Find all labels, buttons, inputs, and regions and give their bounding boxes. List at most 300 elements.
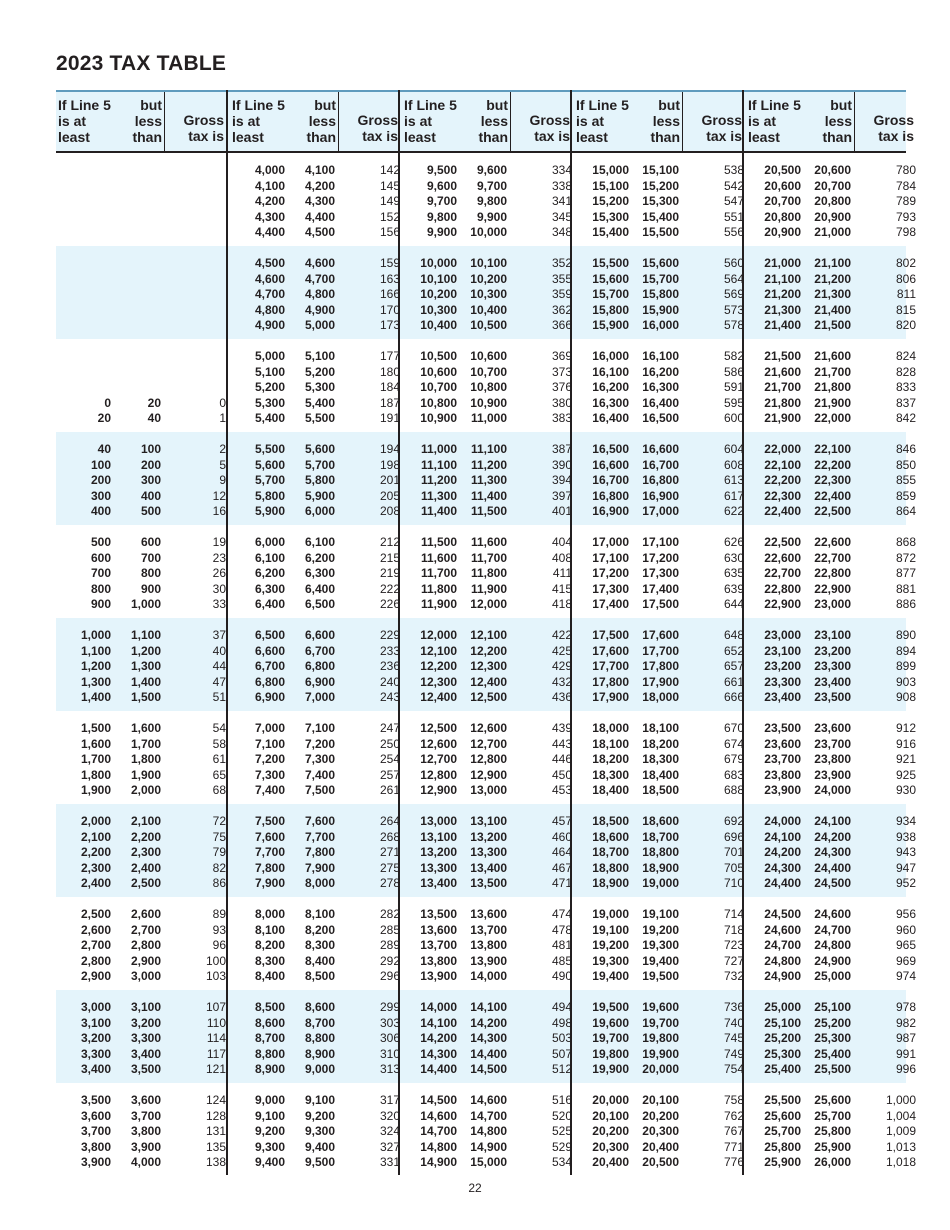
row-group [746,442,918,520]
less-than-value: 6,200 [304,550,335,565]
at-least-value: 7,900 [254,876,285,891]
at-least-value: 20,700 [764,194,801,209]
table-row [402,1031,574,1047]
gross-tax-value: 617 [723,488,744,503]
less-than-value: 6,800 [304,659,335,674]
at-least-value: 18,900 [592,876,629,891]
table-row [230,287,402,303]
table-row [56,938,228,954]
gross-tax-value: 257 [379,767,400,782]
less-than-value: 3,100 [130,1000,161,1014]
table-row [746,318,918,334]
gross-tax-value: 996 [895,1062,916,1077]
table-row [230,1031,402,1047]
less-than-value: 10,900 [470,395,507,410]
table-row [746,737,918,753]
less-than-value: 2,100 [130,814,161,828]
at-least-value: 3,000 [80,1000,111,1014]
table-row [56,597,228,613]
less-than-value: 5,200 [304,364,335,379]
less-than-value: 14,500 [470,1062,507,1077]
header-gross-tax-line: tax is [706,128,742,144]
header-less-than-line: than [132,129,162,145]
less-than-value: 5,700 [304,457,335,472]
table-row [574,582,746,598]
less-than-value: 800 [140,566,161,581]
gross-tax-value: 987 [895,1031,916,1046]
less-than-value: 23,300 [814,659,851,674]
at-least-value: 10,500 [420,349,457,363]
at-least-value: 17,400 [592,597,629,612]
gross-tax-value: 96 [212,938,226,953]
at-least-value: 24,500 [764,907,801,921]
less-than-value: 2,200 [130,829,161,844]
table-row [574,768,746,784]
less-than-value: 22,500 [814,504,851,519]
table-row [56,458,228,474]
header-at-least-line: is at [58,113,87,129]
less-than-value: 25,400 [814,1046,851,1061]
gross-tax-value: 89 [212,907,226,921]
table-row [230,582,402,598]
gross-tax-value: 5 [219,457,226,472]
less-than-value: 8,000 [304,876,335,891]
less-than-value: 6,500 [304,597,335,612]
gross-tax-value: 846 [895,442,916,456]
header-less-than-line: less [652,113,680,129]
less-than-value: 1,800 [130,752,161,767]
less-than-value: 12,100 [470,628,507,642]
table-row [402,1093,574,1109]
less-than-value: 5,100 [304,349,335,363]
gross-tax-value: 494 [551,1000,572,1014]
table-row [56,1031,228,1047]
row-group [230,907,402,985]
table-row [574,473,746,489]
gross-tax-value: 75 [212,829,226,844]
at-least-value: 6,500 [254,628,285,642]
less-than-value: 22,800 [814,566,851,581]
less-than-value: 900 [140,581,161,596]
table-row [402,1062,574,1078]
at-least-value: 1,600 [80,736,111,751]
table-row [230,1016,402,1032]
less-than-value: 8,100 [304,907,335,921]
table-row [746,1047,918,1063]
row-group [574,1093,746,1171]
gross-tax-value: 429 [551,659,572,674]
gross-tax-value: 369 [551,349,572,363]
table-row [230,752,402,768]
row-group [56,442,228,520]
header-gross-tax [164,92,224,153]
less-than-value: 9,300 [304,1124,335,1139]
table-row [574,272,746,288]
gross-tax-value: 507 [551,1046,572,1061]
less-than-value: 25,600 [814,1093,851,1107]
column-group-3 [398,90,572,1175]
gross-tax-value: 121 [205,1062,226,1077]
table-row [746,256,918,272]
table-row [56,582,228,598]
at-least-value: 3,800 [80,1139,111,1154]
header-less-than-line: less [824,113,852,129]
table-row [56,1140,228,1156]
gross-tax-value: 341 [551,194,572,209]
less-than-value: 20,400 [642,1139,679,1154]
at-least-value: 1,100 [80,643,111,658]
table-row [574,504,746,520]
at-least-value: 5,100 [254,364,285,379]
less-than-value: 18,400 [642,767,679,782]
header-gross-tax-line: Gross [529,112,570,128]
less-than-value: 22,100 [814,442,851,456]
less-than-value: 11,700 [470,550,507,565]
gross-tax-value: 551 [723,209,744,224]
gross-tax-value: 652 [723,643,744,658]
table-row [56,845,228,861]
at-least-value: 19,600 [592,1015,629,1030]
at-least-value: 200 [90,473,111,488]
table-row [574,659,746,675]
at-least-value: 19,200 [592,938,629,953]
at-least-value: 7,700 [254,845,285,860]
table-row [230,256,402,272]
gross-tax-value: 837 [895,395,916,410]
at-least-value: 3,300 [80,1046,111,1061]
table-row [230,690,402,706]
table-row [746,1031,918,1047]
table-row [56,1000,228,1016]
less-than-value: 6,400 [304,581,335,596]
gross-tax-value: 177 [379,349,400,363]
less-than-value: 22,700 [814,550,851,565]
less-than-value: 17,700 [642,643,679,658]
table-row [230,1124,402,1140]
less-than-value: 8,800 [304,1031,335,1046]
table-row [402,721,574,737]
at-least-value: 19,700 [592,1031,629,1046]
header-at-least [576,90,638,153]
gross-tax-value: 68 [212,783,226,798]
row-group [402,256,574,334]
gross-tax-value: 806 [895,271,916,286]
gross-tax-value: 890 [895,628,916,642]
less-than-value: 5,300 [304,380,335,395]
at-least-value: 4,900 [254,318,285,333]
less-than-value: 1,300 [130,659,161,674]
table-row [746,954,918,970]
at-least-value: 19,800 [592,1046,629,1061]
gross-tax-value: 648 [723,628,744,642]
gross-tax-value: 152 [379,209,400,224]
table-row [230,675,402,691]
at-least-value: 22,800 [764,581,801,596]
table-row [574,954,746,970]
gross-tax-value: 727 [723,953,744,968]
row-group [402,907,574,985]
less-than-value: 14,300 [470,1031,507,1046]
at-least-value: 3,400 [80,1062,111,1077]
gross-tax-value: 205 [379,488,400,503]
gross-tax-value: 956 [895,907,916,921]
less-than-value: 9,000 [304,1062,335,1077]
at-least-value: 300 [90,488,111,503]
less-than-value: 400 [140,488,161,503]
less-than-value: 19,100 [642,907,679,921]
less-than-value: 20,600 [814,163,851,177]
less-than-value: 4,200 [304,178,335,193]
less-than-value: 9,600 [476,163,507,177]
gross-tax-value: 93 [212,922,226,937]
less-than-value: 25,200 [814,1015,851,1030]
gross-tax-value: 560 [723,256,744,270]
gross-tax-value: 222 [379,581,400,596]
less-than-value: 24,100 [814,814,851,828]
at-least-value: 24,400 [764,876,801,891]
gross-tax-value: 51 [212,690,226,705]
table-row [746,163,918,179]
row-group [574,814,746,892]
gross-tax-value: 921 [895,752,916,767]
less-than-value: 1,200 [130,643,161,658]
table-row [230,272,402,288]
less-than-value: 22,600 [814,535,851,549]
table-row [746,396,918,412]
at-least-value: 800 [90,581,111,596]
at-least-value: 1,300 [80,674,111,689]
less-than-value: 23,100 [814,628,851,642]
gross-tax-value: 345 [551,209,572,224]
less-than-value: 3,800 [130,1124,161,1139]
at-least-value: 23,900 [764,783,801,798]
at-least-value: 23,200 [764,659,801,674]
at-least-value: 19,500 [592,1000,629,1014]
table-row [746,272,918,288]
at-least-value: 16,000 [592,349,629,363]
less-than-value: 15,300 [642,194,679,209]
less-than-value: 13,600 [470,907,507,921]
table-row [230,969,402,985]
row-group [746,256,918,334]
gross-tax-value: 978 [895,1000,916,1014]
less-than-value: 200 [140,457,161,472]
at-least-value: 25,900 [764,1155,801,1170]
gross-tax-value: 240 [379,674,400,689]
gross-tax-value: 965 [895,938,916,953]
table-row [230,1000,402,1016]
table-row [746,1155,918,1171]
less-than-value: 100 [140,442,161,456]
gross-tax-value: 226 [379,597,400,612]
at-least-value: 19,900 [592,1062,629,1077]
at-least-value: 20,900 [764,225,801,240]
gross-tax-value: 327 [379,1139,400,1154]
less-than-value: 8,300 [304,938,335,953]
table-row [402,365,574,381]
at-least-value: 15,400 [592,225,629,240]
less-than-value: 15,100 [642,163,679,177]
less-than-value: 6,300 [304,566,335,581]
at-least-value: 21,000 [764,256,801,270]
row-group [56,721,228,799]
gross-tax-value: 289 [379,938,400,953]
gross-tax-value: 771 [723,1139,744,1154]
header-less-than-line: than [650,129,680,145]
gross-tax-value: 639 [723,581,744,596]
table-row [402,287,574,303]
at-least-value: 15,800 [592,302,629,317]
at-least-value: 10,600 [420,364,457,379]
less-than-value: 17,000 [642,504,679,519]
at-least-value: 23,300 [764,674,801,689]
gross-tax-value: 194 [379,442,400,456]
less-than-value: 13,200 [470,829,507,844]
less-than-value: 21,600 [814,349,851,363]
at-least-value: 23,600 [764,736,801,751]
gross-tax-value: 538 [723,163,744,177]
row-group [230,535,402,613]
header-less-than-line: less [134,113,162,129]
table-row [746,969,918,985]
at-least-value: 2,000 [80,814,111,828]
gross-tax-value: 714 [723,907,744,921]
at-least-value: 14,700 [420,1124,457,1139]
less-than-value: 5,900 [304,488,335,503]
less-than-value: 7,500 [304,783,335,798]
less-than-value: 15,700 [642,271,679,286]
less-than-value: 2,800 [130,938,161,953]
at-least-value: 5,200 [254,380,285,395]
less-than-value: 6,900 [304,674,335,689]
header-gross-tax [854,92,914,153]
table-row [230,225,402,241]
gross-tax-value: 850 [895,457,916,472]
less-than-value: 25,000 [814,969,851,984]
header-less-than-line: than [478,129,508,145]
table-row [402,194,574,210]
gross-tax-value: 415 [551,581,572,596]
less-than-value: 2,700 [130,922,161,937]
at-least-value: 18,600 [592,829,629,844]
less-than-value: 25,900 [814,1139,851,1154]
at-least-value: 20,400 [592,1155,629,1170]
gross-tax-value: 247 [379,721,400,735]
table-row [574,830,746,846]
less-than-value: 4,000 [130,1155,161,1170]
at-least-value: 7,600 [254,829,285,844]
row-group [746,721,918,799]
less-than-value: 23,500 [814,690,851,705]
table-row [746,473,918,489]
table-row [230,907,402,923]
at-least-value: 7,500 [254,814,285,828]
less-than-value: 20,900 [814,209,851,224]
gross-tax-value: 529 [551,1139,572,1154]
less-than-value: 22,000 [814,411,851,426]
gross-tax-value: 679 [723,752,744,767]
at-least-value: 1,000 [80,628,111,642]
gross-tax-value: 135 [205,1139,226,1154]
less-than-value: 7,100 [304,721,335,735]
less-than-value: 20,800 [814,194,851,209]
gross-tax-value: 798 [895,225,916,240]
gross-tax-value: 877 [895,566,916,581]
less-than-value: 18,600 [642,814,679,828]
at-least-value: 14,400 [420,1062,457,1077]
at-least-value: 21,300 [764,302,801,317]
row-group [402,535,574,613]
table-row [402,923,574,939]
at-least-value: 15,600 [592,271,629,286]
at-least-value: 9,000 [254,1093,285,1107]
gross-tax-value: 828 [895,364,916,379]
gross-tax-value: 436 [551,690,572,705]
less-than-value: 12,200 [470,643,507,658]
gross-tax-value: 1,004 [885,1108,916,1123]
table-row [746,1000,918,1016]
table-row [574,969,746,985]
table-row [746,287,918,303]
header-less-than-line: but [658,97,680,113]
header-at-least-line: If Line 5 [58,97,111,113]
row-group [230,1000,402,1078]
less-than-value: 3,200 [130,1015,161,1030]
at-least-value: 17,200 [592,566,629,581]
table-row [402,969,574,985]
table-row [574,690,746,706]
less-than-value: 10,700 [470,364,507,379]
at-least-value: 25,400 [764,1062,801,1077]
less-than-value: 13,900 [470,953,507,968]
at-least-value: 14,100 [420,1015,457,1030]
table-row [402,659,574,675]
gross-tax-value: 380 [551,395,572,410]
table-row [574,396,746,412]
header-at-least-line: is at [748,113,777,129]
gross-tax-value: 187 [379,395,400,410]
gross-tax-value: 478 [551,922,572,937]
table-row [746,644,918,660]
row-group [574,535,746,613]
table-row [230,768,402,784]
less-than-value: 23,900 [814,767,851,782]
gross-tax-value: 903 [895,674,916,689]
column-group-1 [56,90,228,1175]
less-than-value: 7,300 [304,752,335,767]
gross-tax-value: 811 [896,287,916,302]
header-at-least-line: least [748,129,780,145]
less-than-value: 15,900 [642,302,679,317]
at-least-value: 2,400 [80,876,111,891]
at-least-value: 12,900 [420,783,457,798]
at-least-value: 19,400 [592,969,629,984]
at-least-value: 14,500 [420,1093,457,1107]
table-row [574,861,746,877]
gross-tax-value: 710 [723,876,744,891]
header-less-than [466,90,508,153]
row-group [402,628,574,706]
table-row [230,194,402,210]
gross-tax-value: 268 [379,829,400,844]
at-least-value: 25,600 [764,1108,801,1123]
gross-tax-value: 86 [212,876,226,891]
less-than-value: 17,900 [642,674,679,689]
table-row [402,272,574,288]
less-than-value: 18,000 [642,690,679,705]
row-group [746,814,918,892]
at-least-value: 8,500 [254,1000,285,1014]
